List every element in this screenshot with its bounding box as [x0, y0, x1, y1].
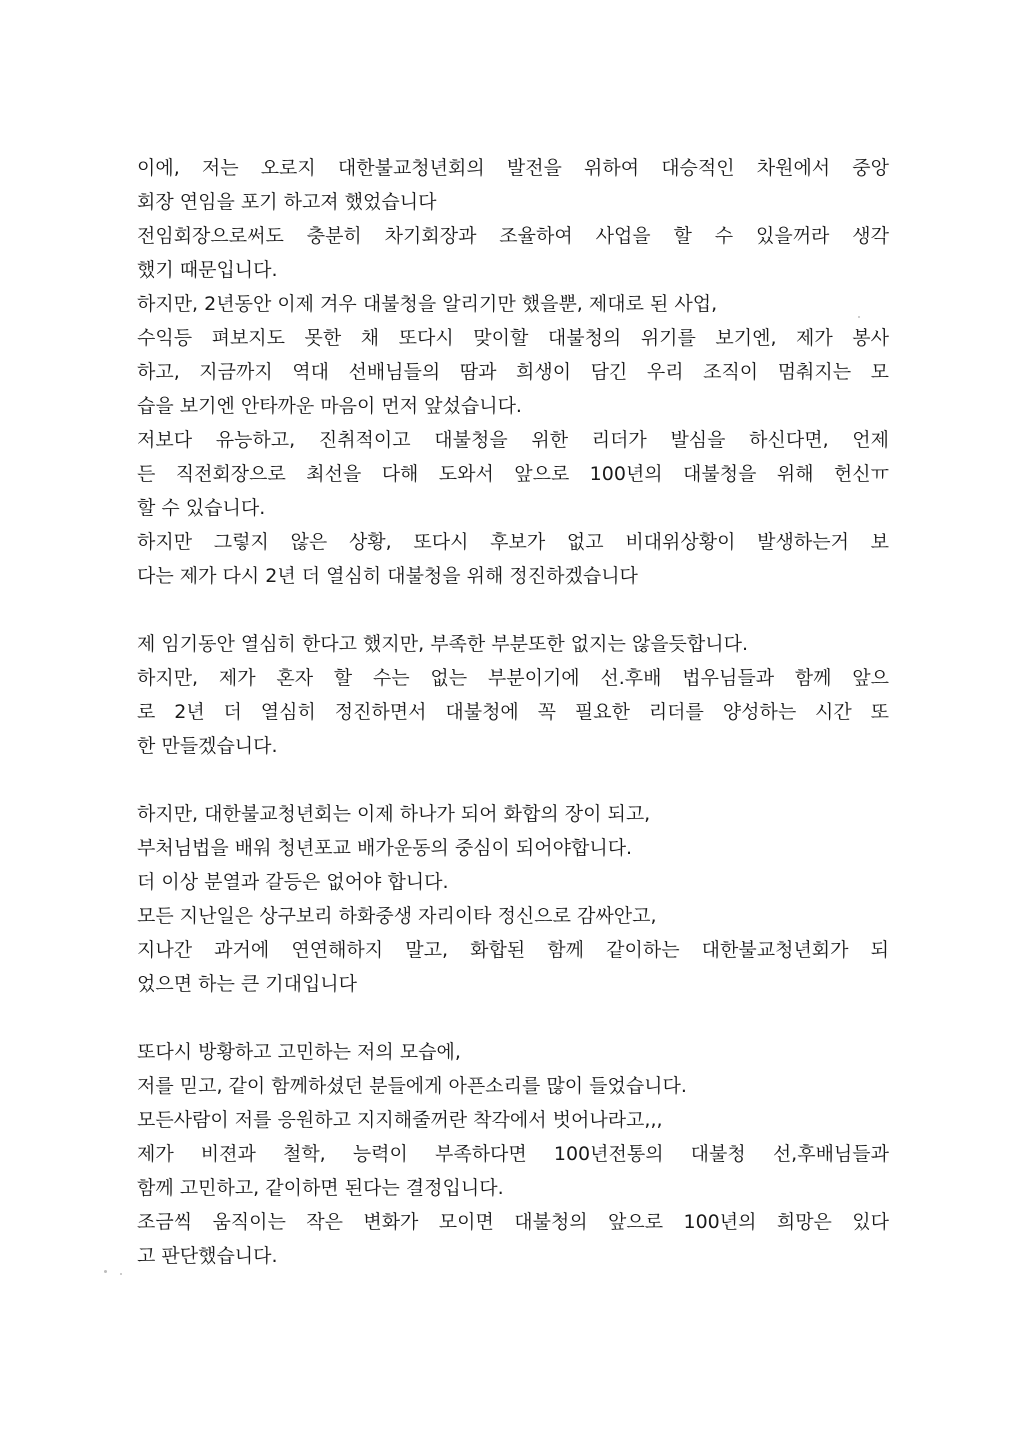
scan-speck — [858, 316, 860, 318]
paragraph-gap — [137, 593, 889, 627]
paragraph-gap — [137, 763, 889, 797]
scan-speck — [104, 1270, 107, 1273]
paragraph-gap — [137, 1001, 889, 1035]
text-line: 또다시 방황하고 고민하는 저의 모습에, — [137, 1041, 461, 1063]
text-line: 했기 때문입니다. — [137, 259, 278, 281]
text-line: 함께 고민하고, 같이하면 된다는 결정입니다. — [137, 1177, 504, 1199]
text-line: 모든 지난일은 상구보리 하화중생 자리이타 정신으로 감싸안고, — [137, 905, 657, 927]
text-line: 로 2년 더 열심히 정진하면서 대불청에 꼭 필요한 리더를 양성하는 시간 또 — [137, 701, 889, 723]
text-line: 다는 제가 다시 2년 더 열심히 대불청을 위해 정진하겠습니다 — [137, 565, 638, 587]
text-line: 한 만들겠습니다. — [137, 735, 278, 757]
text-line: 조금씩 움직이는 작은 변화가 모이면 대불청의 앞으로 100년의 희망은 있다 — [137, 1211, 889, 1233]
text-line: 제 임기동안 열심히 한다고 했지만, 부족한 부분또한 없지는 않을듯합니다. — [137, 633, 749, 655]
text-line: 더 이상 분열과 갈등은 없어야 합니다. — [137, 871, 449, 893]
text-line: 할 수 있습니다. — [137, 497, 266, 519]
text-line: 모든사람이 저를 응원하고 지지해줄꺼란 착각에서 벗어나라고,,, — [137, 1109, 663, 1131]
text-line: 하고, 지금까지 역대 선배님들의 땀과 희생이 담긴 우리 조직이 멈춰지는 모 — [137, 361, 889, 383]
scan-speck — [120, 1273, 122, 1275]
text-line: 저보다 유능하고, 진취적이고 대불청을 위한 리더가 발심을 하신다면, 언제 — [137, 429, 889, 451]
text-line: 하지만, 제가 혼자 할 수는 없는 부분이기에 선.후배 법우님들과 함께 앞으 — [137, 667, 889, 689]
text-line: 었으면 하는 큰 기대입니다 — [137, 973, 358, 995]
text-line: 부처님법을 배워 청년포교 배가운동의 중심이 되어야합니다. — [137, 837, 633, 859]
text-line: 전임회장으로써도 충분히 차기회장과 조율하여 사업을 할 수 있을꺼라 생각 — [137, 225, 889, 247]
text-line: 하지만, 2년동안 이제 겨우 대불청을 알리기만 했을뿐, 제대로 된 사업, — [137, 293, 718, 315]
text-line: 제가 비젼과 철학, 능력이 부족하다면 100년전통의 대불청 선,후배님들과 — [137, 1143, 889, 1165]
text-line: 수익등 펴보지도 못한 채 또다시 맞이할 대불청의 위기를 보기엔, 제가 봉사 — [137, 327, 889, 349]
letter-body — [137, 151, 889, 1273]
text-line: 지나간 과거에 연연해하지 말고, 화합된 함께 같이하는 대한불교청년회가 되 — [137, 939, 889, 961]
text-line: 든 직전회장으로 최선을 다해 도와서 앞으로 100년의 대불청을 위해 헌신ㅠ — [137, 463, 889, 485]
text-line: 이에, 저는 오로지 대한불교청년회의 발전을 위하여 대승적인 차원에서 중앙 — [137, 157, 889, 179]
text-line: 회장 연임을 포기 하고져 했었습니다 — [137, 191, 437, 213]
text-line: 하지만, 대한불교청년회는 이제 하나가 되어 화합의 장이 되고, — [137, 803, 651, 825]
text-line: 하지만 그렇지 않은 상황, 또다시 후보가 없고 비대위상황이 발생하는거 보 — [137, 531, 889, 553]
text-line: 고 판단했습니다. — [137, 1245, 278, 1267]
text-line: 저를 믿고, 같이 함께하셨던 분들에게 아픈소리를 많이 들었습니다. — [137, 1075, 687, 1097]
text-line: 습을 보기엔 안타까운 마음이 먼저 앞섰습니다. — [137, 395, 522, 417]
